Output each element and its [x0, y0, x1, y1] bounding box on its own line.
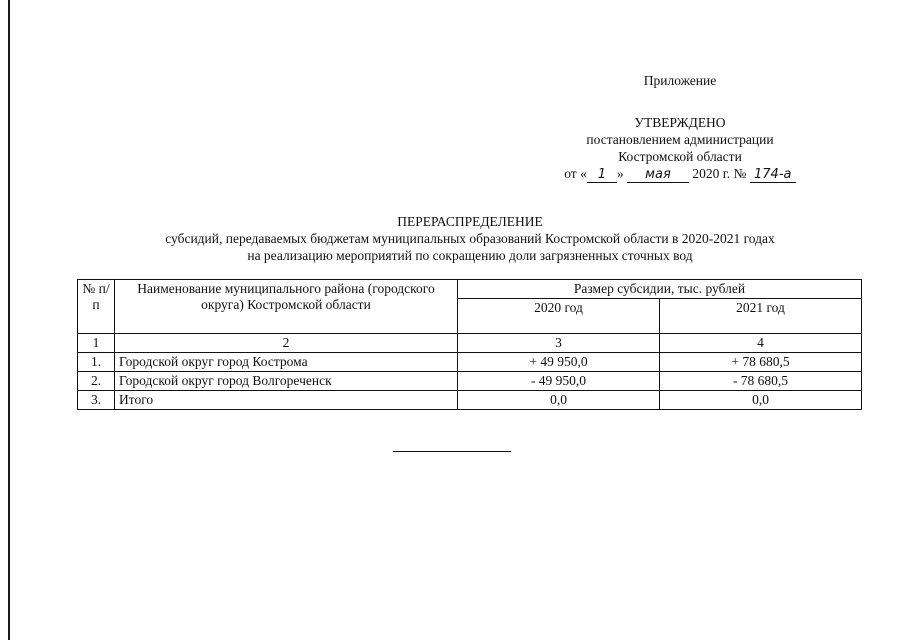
header-name: Наименование муниципального района (городского округа) Костромской области	[115, 280, 458, 334]
index-cell: 2	[115, 334, 458, 353]
index-row	[78, 334, 862, 353]
index-cell: 1	[78, 334, 115, 353]
document-subtitle-line2: на реализацию мероприятий по сокращению доли загрязненных сточных вод	[247, 248, 693, 263]
scan-left-edge	[8, 0, 10, 640]
approved-label: УТВЕРЖДЕНО	[634, 115, 726, 130]
row-name: Итого	[115, 391, 458, 410]
index-cell: 3	[458, 334, 660, 353]
document-title: ПЕРЕРАСПРЕДЕЛЕНИЕ	[397, 214, 543, 229]
index-cell: 4	[660, 334, 862, 353]
row-name: Городской округ город Кострома	[115, 353, 458, 372]
row-2020: - 49 950,0	[458, 372, 660, 391]
row-2020: + 49 950,0	[458, 353, 660, 372]
header-2021: 2021 год	[660, 299, 862, 334]
region-name: Костромской области	[618, 149, 742, 164]
row-2021: + 78 680,5	[660, 353, 862, 372]
date-day-handwritten: 1	[587, 168, 617, 183]
date-year: 2020 г. №	[692, 166, 747, 181]
header-2020: 2020 год	[458, 299, 660, 334]
decree-number-handwritten: 174-а	[750, 168, 796, 183]
date-prefix: от «	[564, 166, 587, 181]
table-row-total	[78, 391, 862, 410]
row-2021: - 78 680,5	[660, 372, 862, 391]
decree-date-line	[520, 165, 840, 183]
table-row	[78, 372, 862, 391]
closing-rule	[393, 451, 511, 452]
row-num: 1.	[78, 353, 115, 372]
date-month-handwritten: мая	[627, 168, 689, 183]
row-2020: 0,0	[458, 391, 660, 410]
table-row	[78, 353, 862, 372]
document-subtitle-line1: субсидий, передаваемых бюджетам муниципальных образований Костромской области в 2020-2021 годах	[165, 231, 775, 246]
header-amount: Размер субсидии, тыс. рублей	[458, 280, 862, 299]
row-2021: 0,0	[660, 391, 862, 410]
date-mid: »	[616, 166, 624, 181]
appendix-label: Приложение	[643, 73, 717, 88]
decree-authority: постановлением администрации	[586, 132, 774, 147]
row-num: 2.	[78, 372, 115, 391]
subsidy-table	[77, 279, 862, 410]
table-header-row	[78, 280, 862, 299]
row-name: Городской округ город Волгореченск	[115, 372, 458, 391]
row-num: 3.	[78, 391, 115, 410]
header-num: № п/п	[78, 280, 115, 334]
